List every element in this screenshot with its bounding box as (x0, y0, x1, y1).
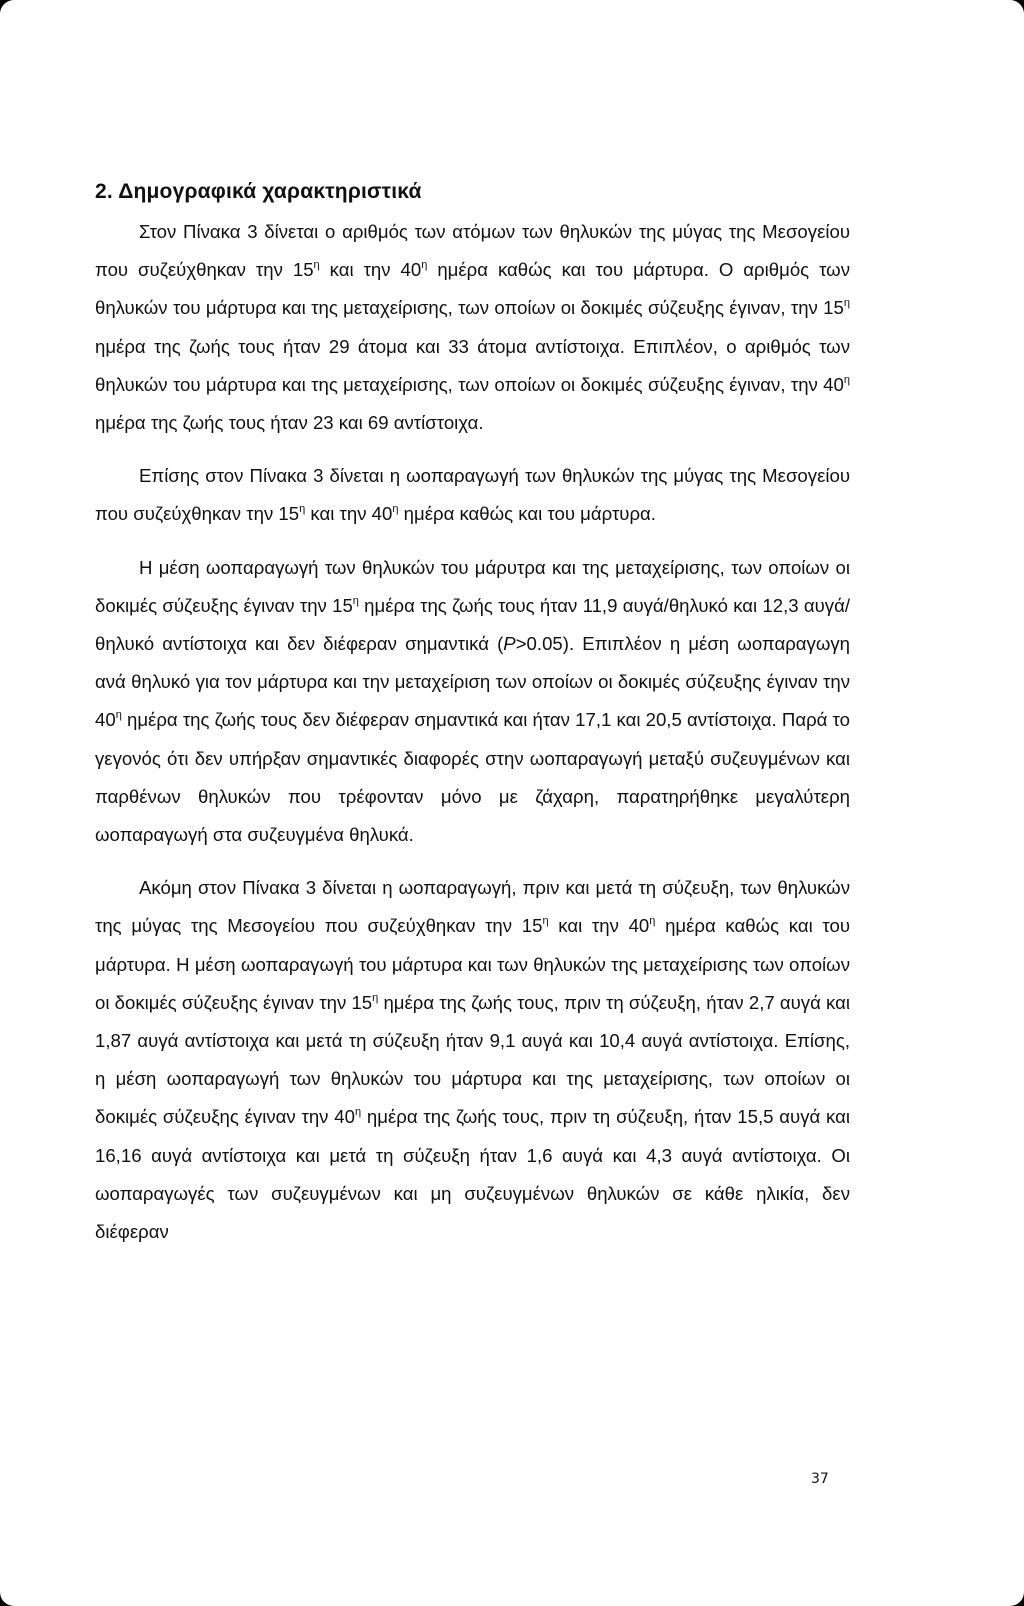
sup-eta: η (352, 594, 359, 607)
text-run: ημέρα της ζωής τους δεν διέφεραν σημαντικά και ήταν 17,1 και 20,5 αντίστοιχα. Παρά το γεγονός ότι δεν υπήρξαν σημαντικές διαφορές στην ωοπαραγωγή μεταξύ συζευγμένων και παρθένων θηλυκών που τρέφονταν μόνο με ζάχαρη, παρατηρήθηκε μεγαλύτερη ωοπαραγωγή στα συζευγμένα θηλυκά. (95, 709, 850, 846)
paragraph-mean-egg-production (95, 549, 850, 855)
text-run: ημέρα της ζωής τους ήταν 11,9 αυγά/θηλυκό και 12,3 αυγά/θηλυκό αντίστοιχα και δεν διέφεραν σημαντικά ( (95, 594, 850, 655)
sup-eta: η (299, 503, 306, 516)
text-run: >0.05). Επιπλέον η μέση ωοπαραγωγη ανά θηλυκό για τον μάρτυρα και την μεταχείριση των οποίων οι δοκιμές σύζευξης έγιναν την 40 (95, 633, 850, 731)
sup-eta: η (421, 259, 428, 272)
paragraph-egg-production-intro (95, 457, 850, 533)
sup-eta: η (313, 259, 320, 272)
paragraph-before-after-mating (95, 869, 850, 1251)
section-title: Δημογραφικά χαρακτηριστικά (118, 180, 422, 203)
text-run: και την 40 (319, 259, 422, 281)
sup-eta: η (392, 503, 399, 516)
text-run: ημέρα της ζωής τους, πριν τη σύζευξη, ήταν 2,7 αυγά και 1,87 αυγά αντίστοιχα και μετά τη σύζευξη ήταν 9,1 αυγά και 10,4 αυγά αντίστοιχα. Επίσης, η μέση ωοπαραγωγή των θηλυκών του μάρτυρα και της μεταχείρισης, των οποίων οι δοκιμές σύζευξης έγιναν την 40 (95, 991, 850, 1128)
text-run: ημέρα της ζωής τους, πριν τη σύζευξη, ήταν 15,5 αυγά και 16,16 αυγά αντίστοιχα και μετά τη σύζευξη ήταν 1,6 αυγά και 4,3 αυγά αντίστοιχα. Οι ωοπαραγωγές των συζευγμένων και μη συζευγμένων θηλυκών σε κάθε ηλικία, δεν διέφεραν (95, 1106, 850, 1243)
text-run: ημέρα καθώς και του μάρτυρα. Η μέση ωοπαραγωγή του μάρτυρα και των θηλυκών της μεταχείρισης των οποίων οι δοκιμές σύζευξης έγιναν την 15 (95, 915, 850, 1013)
text-run: ημέρα καθώς και του μάρτυρα. Ο αριθμός των θηλυκών του μάρτυρα και της μεταχείρισης, των οποίων οι δοκιμές σύζευξης έγιναν, την 15 (95, 259, 850, 319)
section-number: 2. (95, 180, 113, 203)
text-run: και την 40 (548, 915, 650, 937)
sup-eta: η (649, 915, 656, 928)
text-run: Ακόμη στον Πίνακα 3 δίνεται η ωοπαραγωγή, πριν και μετά τη σύζευξη, των θηλυκών της μύγας της Μεσογείου που συζεύχθηκαν την 15 (95, 877, 850, 937)
sup-eta: η (115, 709, 122, 722)
sup-eta: η (843, 297, 850, 310)
text-run: Η μέση ωοπαραγωγή των θηλυκών του μάρυτρα και της μεταχείρισης, των οποίων οι δοκιμές σύζευξης έγιναν την 15 (95, 556, 850, 616)
sup-eta: η (542, 915, 549, 928)
paragraph-population (95, 213, 850, 442)
page-number: 37 (811, 1471, 829, 1487)
text-run: ημέρα της ζωής τους ήταν 23 και 69 αντίστοιχα. (95, 412, 484, 434)
sup-eta: η (843, 373, 850, 386)
sup-eta: η (354, 1106, 362, 1119)
section-heading (95, 176, 850, 208)
text-run: και την 40 (305, 503, 393, 525)
text-run: Επίσης στον Πίνακα 3 δίνεται η ωοπαραγωγή των θηλυκών της μύγας της Μεσογείου που συζεύχθηκαν την 15 (95, 465, 850, 525)
text-run: ημέρα καθώς και του μάρτυρα. (398, 503, 656, 525)
sup-eta: η (372, 991, 379, 1004)
text-run: ημέρα της ζωής τους ήταν 29 άτομα και 33 άτομα αντίστοιχα. Επιπλέον, ο αριθμός των θηλυκών του μάρτυρα και της μεταχείρισης, των οποίων οι δοκιμές σύζευξης έγιναν, την 40 (95, 335, 850, 395)
p-value-symbol: P (503, 633, 516, 655)
page-content (95, 176, 850, 1266)
text-run: Στον Πίνακα 3 δίνεται ο αριθμός των ατόμων των θηλυκών της μύγας της Μεσογείου που συζεύχθηκαν την 15 (95, 221, 850, 281)
